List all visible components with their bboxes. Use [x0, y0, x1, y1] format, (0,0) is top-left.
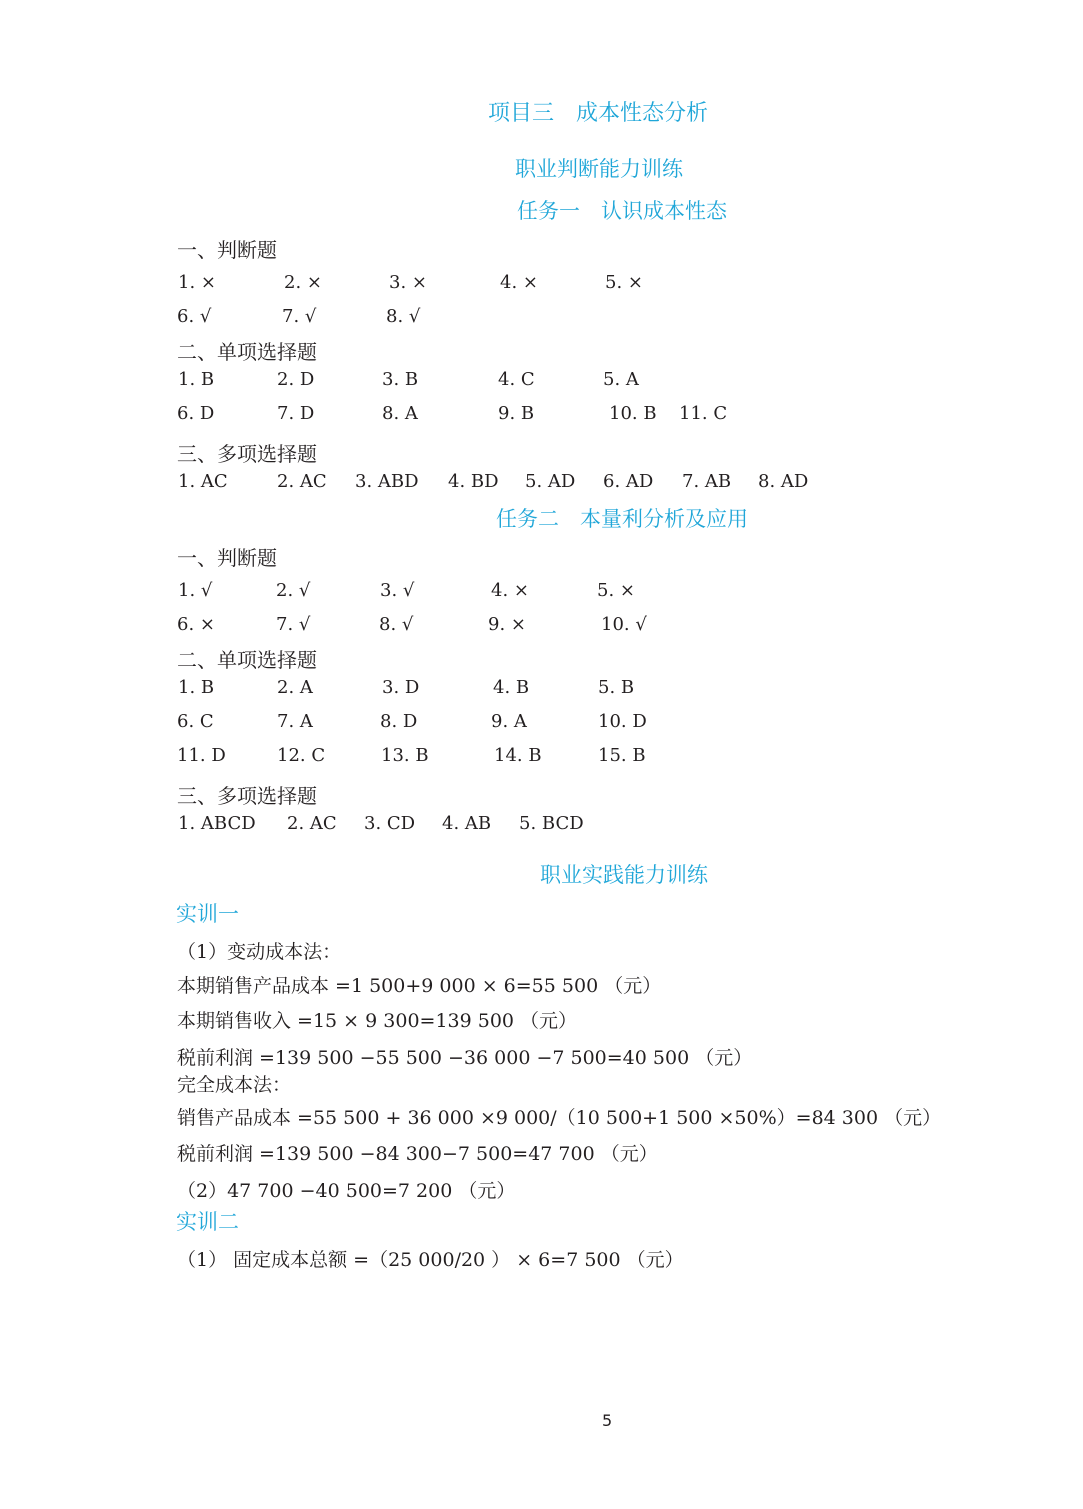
practice1-line: 销售产品成本 =55 500 + 36 000 ×9 000/（10 500+1 500 ×50%）=84 300 （元）: [177, 1107, 942, 1129]
answer-item: 2. A: [277, 677, 313, 698]
answer-item: 8. D: [380, 711, 418, 732]
page-title: 项目三 成本性态分析: [488, 101, 709, 126]
answer-item: 5. A: [603, 369, 639, 390]
answer-item: 2. AC: [287, 813, 337, 834]
practice1-line: 完全成本法：: [177, 1074, 292, 1096]
answer-item: 3. CD: [364, 813, 416, 834]
answer-item: 3. ABD: [355, 471, 419, 492]
answer-item: 2. D: [277, 369, 315, 390]
answer-item: 14. B: [494, 745, 542, 766]
answer-item: 7. D: [277, 403, 315, 424]
answer-item: 7. √: [282, 306, 317, 327]
practice2-title: 实训二: [176, 1210, 239, 1234]
answer-item: 10. D: [598, 711, 647, 732]
answer-item: 3. √: [380, 580, 415, 601]
answer-item: 6. √: [177, 306, 212, 327]
answer-item: 6. C: [177, 711, 214, 732]
answer-item: 5. ×: [597, 580, 635, 601]
answer-item: 2. √: [276, 580, 311, 601]
answer-item: 1. ABCD: [178, 813, 256, 834]
answer-item: 1. B: [178, 369, 215, 390]
answer-item: 12. C: [277, 745, 326, 766]
answer-item: 1. AC: [178, 471, 228, 492]
task2-judge-heading: 一、判断题: [177, 546, 277, 570]
answer-item: 13. B: [381, 745, 429, 766]
task2-title: 任务二 本量利分析及应用: [496, 507, 748, 531]
answer-item: 5. AD: [525, 471, 576, 492]
answer-item: 8. A: [382, 403, 418, 424]
task2-single-heading: 二、单项选择题: [177, 648, 317, 672]
page-number: 5: [602, 1411, 613, 1430]
practice1-line: 本期销售产品成本 =1 500+9 000 × 6=55 500 （元）: [177, 975, 662, 997]
answer-item: 4. BD: [448, 471, 499, 492]
answer-item: 7. AB: [682, 471, 732, 492]
practice1-title: 实训一: [176, 902, 239, 926]
practice1-line: （1）变动成本法：: [177, 941, 342, 963]
answer-item: 6. D: [177, 403, 215, 424]
answer-item: 11. C: [679, 403, 728, 424]
answer-item: 9. ×: [488, 614, 526, 635]
answer-item: 4. ×: [491, 580, 529, 601]
task1-judge-heading: 一、判断题: [177, 238, 277, 262]
task1-title: 任务一 认识成本性态: [517, 199, 727, 223]
answer-item: 5. B: [598, 677, 635, 698]
task1-single-heading: 二、单项选择题: [177, 340, 317, 364]
practice1-line: 税前利润 =139 500 −84 300−7 500=47 700 （元）: [177, 1143, 658, 1165]
answer-item: 15. B: [598, 745, 646, 766]
answer-item: 2. ×: [284, 272, 322, 293]
answer-item: 9. B: [498, 403, 535, 424]
task2-multi-heading: 三、多项选择题: [177, 784, 317, 808]
answer-item: 2. AC: [277, 471, 327, 492]
answer-item: 3. ×: [389, 272, 427, 293]
answer-item: 4. B: [493, 677, 530, 698]
answer-item: 5. ×: [605, 272, 643, 293]
answer-item: 5. BCD: [519, 813, 584, 834]
answer-item: 1. √: [178, 580, 213, 601]
answer-item: 8. √: [386, 306, 421, 327]
answer-item: 3. B: [382, 369, 419, 390]
practice1-line: 本期销售收入 =15 × 9 300=139 500 （元）: [177, 1010, 578, 1032]
answer-item: 3. D: [382, 677, 420, 698]
answer-item: 4. ×: [500, 272, 538, 293]
answer-item: 7. A: [277, 711, 313, 732]
answer-item: 6. AD: [603, 471, 654, 492]
section-judgment-training: 职业判断能力训练: [515, 157, 683, 181]
answer-item: 7. √: [276, 614, 311, 635]
section-practice-training: 职业实践能力训练: [540, 863, 708, 887]
answer-item: 10. B: [609, 403, 657, 424]
answer-item: 8. √: [379, 614, 414, 635]
answer-item: 4. AB: [442, 813, 492, 834]
answer-item: 6. ×: [177, 614, 215, 635]
answer-item: 4. C: [498, 369, 535, 390]
answer-item: 9. A: [491, 711, 527, 732]
answer-item: 8. AD: [758, 471, 809, 492]
answer-item: 10. √: [601, 614, 647, 635]
answer-item: 11. D: [177, 745, 226, 766]
practice1-line: （2）47 700 −40 500=7 200 （元）: [177, 1180, 516, 1202]
task1-multi-heading: 三、多项选择题: [177, 442, 317, 466]
answer-item: 1. ×: [178, 272, 216, 293]
practice2-line: （1） 固定成本总额 =（25 000/20 ） × 6=7 500 （元）: [177, 1249, 684, 1271]
answer-item: 1. B: [178, 677, 215, 698]
practice1-line: 税前利润 =139 500 −55 500 −36 000 −7 500=40 500 （元）: [177, 1047, 753, 1069]
